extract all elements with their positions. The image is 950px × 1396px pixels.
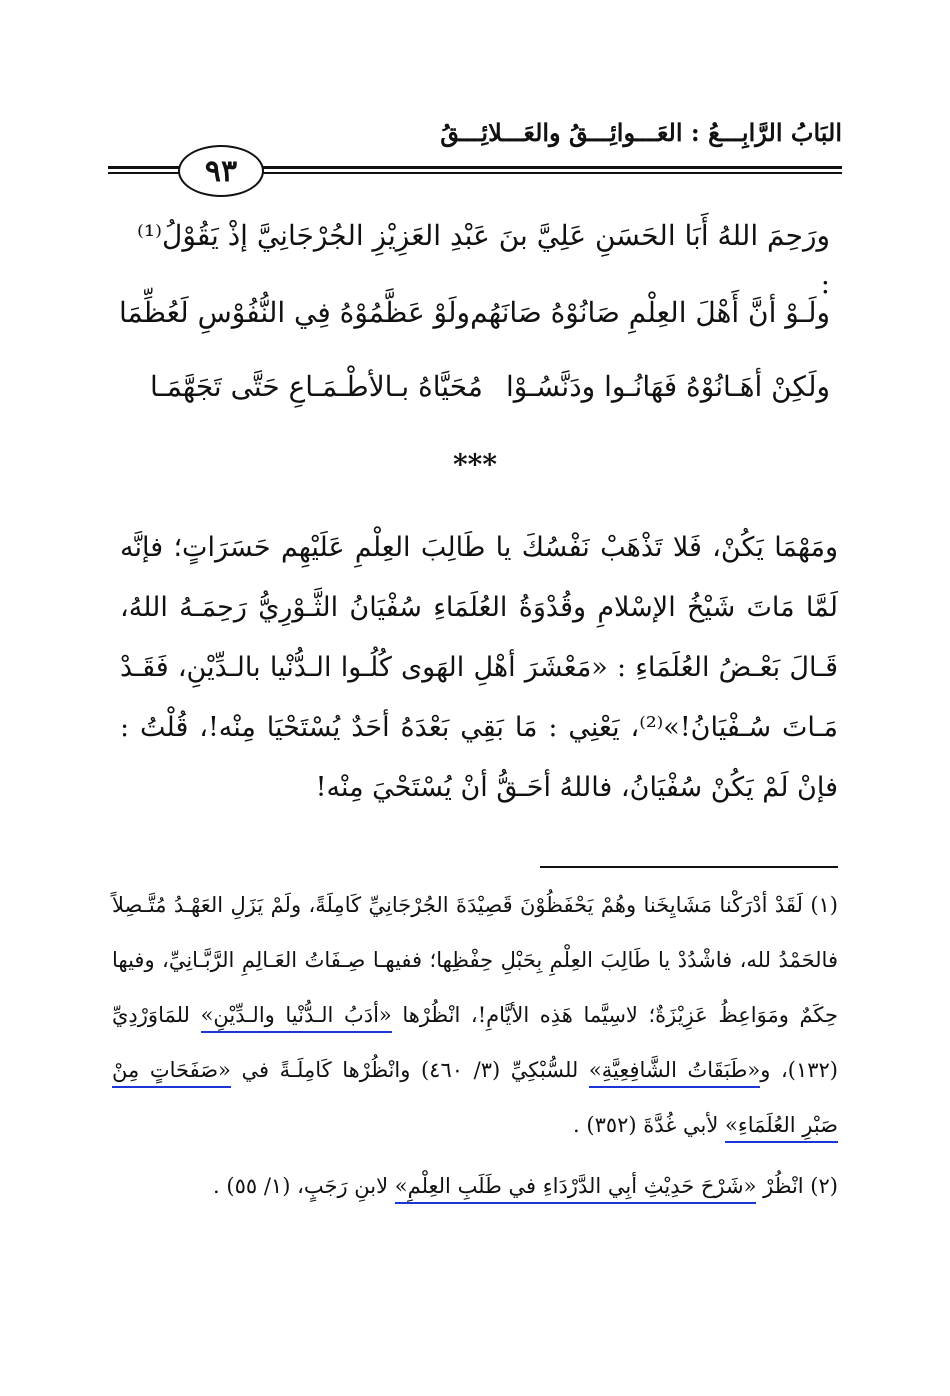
footnote-1-text: للسُّبْكِيِّ (٣/ ٤٦٠) وانْظُرْها كَامِلَـةً في — [230, 1058, 589, 1082]
page-number: ٩٣ — [204, 153, 238, 189]
header-rule-left-thin — [108, 172, 180, 174]
footnote-1-text: للمَاوَرْدِيِّ (١٣٢)، و — [112, 1003, 838, 1082]
footnote-1-ref-tabaqat: «طَبَقَاتُ الشَّافِعِيَّةِ» — [589, 1058, 760, 1088]
footnote-1-text: (١) لَقَدْ أدْرَكْنا مَشَايِخَنا وهُمْ يَحْفَظُوْنَ قَصِيْدَةَ الجُرْجَانِيِّ كَامِلَةً، ولَمْ يَزَلِ العَهْـدُ مُتَّـصِلاً فالحَمْدُ لله، فاشْدُدْ يا طَالِبَ العِلْمِ بِحَبْلِ حِفْظِها؛ ففيهـا صِـفَاتُ العَـالِمِ الرَّبَّـانِيِّ، وفيها حِكَمٌ ومَوَاعِظُ عَزِيْزَةٌ؛ لاسِيَّما هَذِه الأيَّامِ!، انْظُرْها — [112, 893, 838, 1027]
footnote-2-text: لابنِ رَجَبٍ، (١/ ٥٥) . — [213, 1174, 395, 1198]
main-body — [120, 518, 838, 818]
verse-2-second-hemistich: مُحَيَّاهُ بـالأطْـمَـاعِ حَتَّى تَجَهَّمَـا — [150, 369, 483, 403]
footnotes — [112, 878, 838, 1214]
poem-verse-2 — [150, 356, 830, 416]
footnote-2-text: (٢) انْظُرْ — [756, 1174, 838, 1198]
verse-1-second-hemistich: ولَوْ عَظَّمُوْهُ فِي النُّفُوْسِ لَعُظِّمَا — [118, 295, 471, 329]
footnote-separator — [540, 866, 838, 868]
header-rule — [180, 166, 842, 169]
footnote-2-ref-sharh: «شَرْحَ حَدِيْثِ أبِي الدَّرْدَاءِ في طَلَبِ العِلْمِ» — [395, 1174, 757, 1204]
footnote-1-ref-safahat: «صَفَحَاتٍ مِنْ صَبْرِ العُلَمَاءِ» — [112, 1058, 838, 1143]
section-separator-stars: *** — [453, 448, 497, 481]
verse-1-first-hemistich: ولَـوْ أنَّ أَهْلَ العِلْمِ صَانُوْهُ صَانَهُم — [470, 295, 830, 329]
chapter-header-title: البَابُ الرَّابِـــعُ : العَـــوائِـــقُ والعَـــلائِـــقُ — [440, 118, 842, 147]
poem-verse-1 — [118, 282, 830, 342]
footnote-2 — [112, 1159, 838, 1214]
header-rule-left — [108, 166, 180, 169]
poem-intro: ورَحِمَ اللهُ أَبَا الحَسَنِ عَلِيَّ بنَ عَبْدِ العَزِيْزِ الجُرْجَانِيَّ إذْ يَقُوْلُ⁽¹⁾ : — [137, 219, 830, 300]
body-paragraph: ومَهْمَا يَكُنْ، فَلا تَذْهَبْ نَفْسُكَ يا طَالِبَ العِلْمِ عَلَيْهِم حَسَرَاتٍ؛ فإنَّه لَمَّا مَاتَ شَيْخُ الإسْلامِ وقُدْوَةُ العُلَمَاءِ سُفْيَانُ الثَّـوْرِيُّ رَحِمَـهُ اللهُ، قَـالَ بَعْـضُ العُلَمَاءِ : «مَعْشَرَ أهْلِ الهَوى كُلُـوا الـدُّنْيا بالـدِّيْنِ، فَقَـدْ مَـاتَ سُـفْيَانُ!»⁽²⁾، يَعْنِي : مَا بَقِي بَعْدَهُ أحَدٌ يُسْتَحْيَا مِنْه!، قُلْتُ : فإنْ لَمْ يَكُنْ سُفْيَانُ، فاللهُ أحَـقُّ أنْ يُسْتَحْيَ مِنْه! — [120, 532, 838, 803]
footnote-1-ref-adab: «أدَبُ الـدُّنْيا والـدِّيْنِ» — [201, 1003, 392, 1033]
footnote-1 — [112, 878, 838, 1153]
footnote-1-text: لأبي غُدَّةَ (٣٥٢) . — [573, 1113, 725, 1137]
verse-2-first-hemistich: ولَكِنْ أهَـانُوْهُ فَهَانُـوا ودَنَّسُـوْا — [505, 369, 830, 403]
header-rule-thin — [180, 172, 842, 174]
page-number-oval — [178, 145, 264, 197]
